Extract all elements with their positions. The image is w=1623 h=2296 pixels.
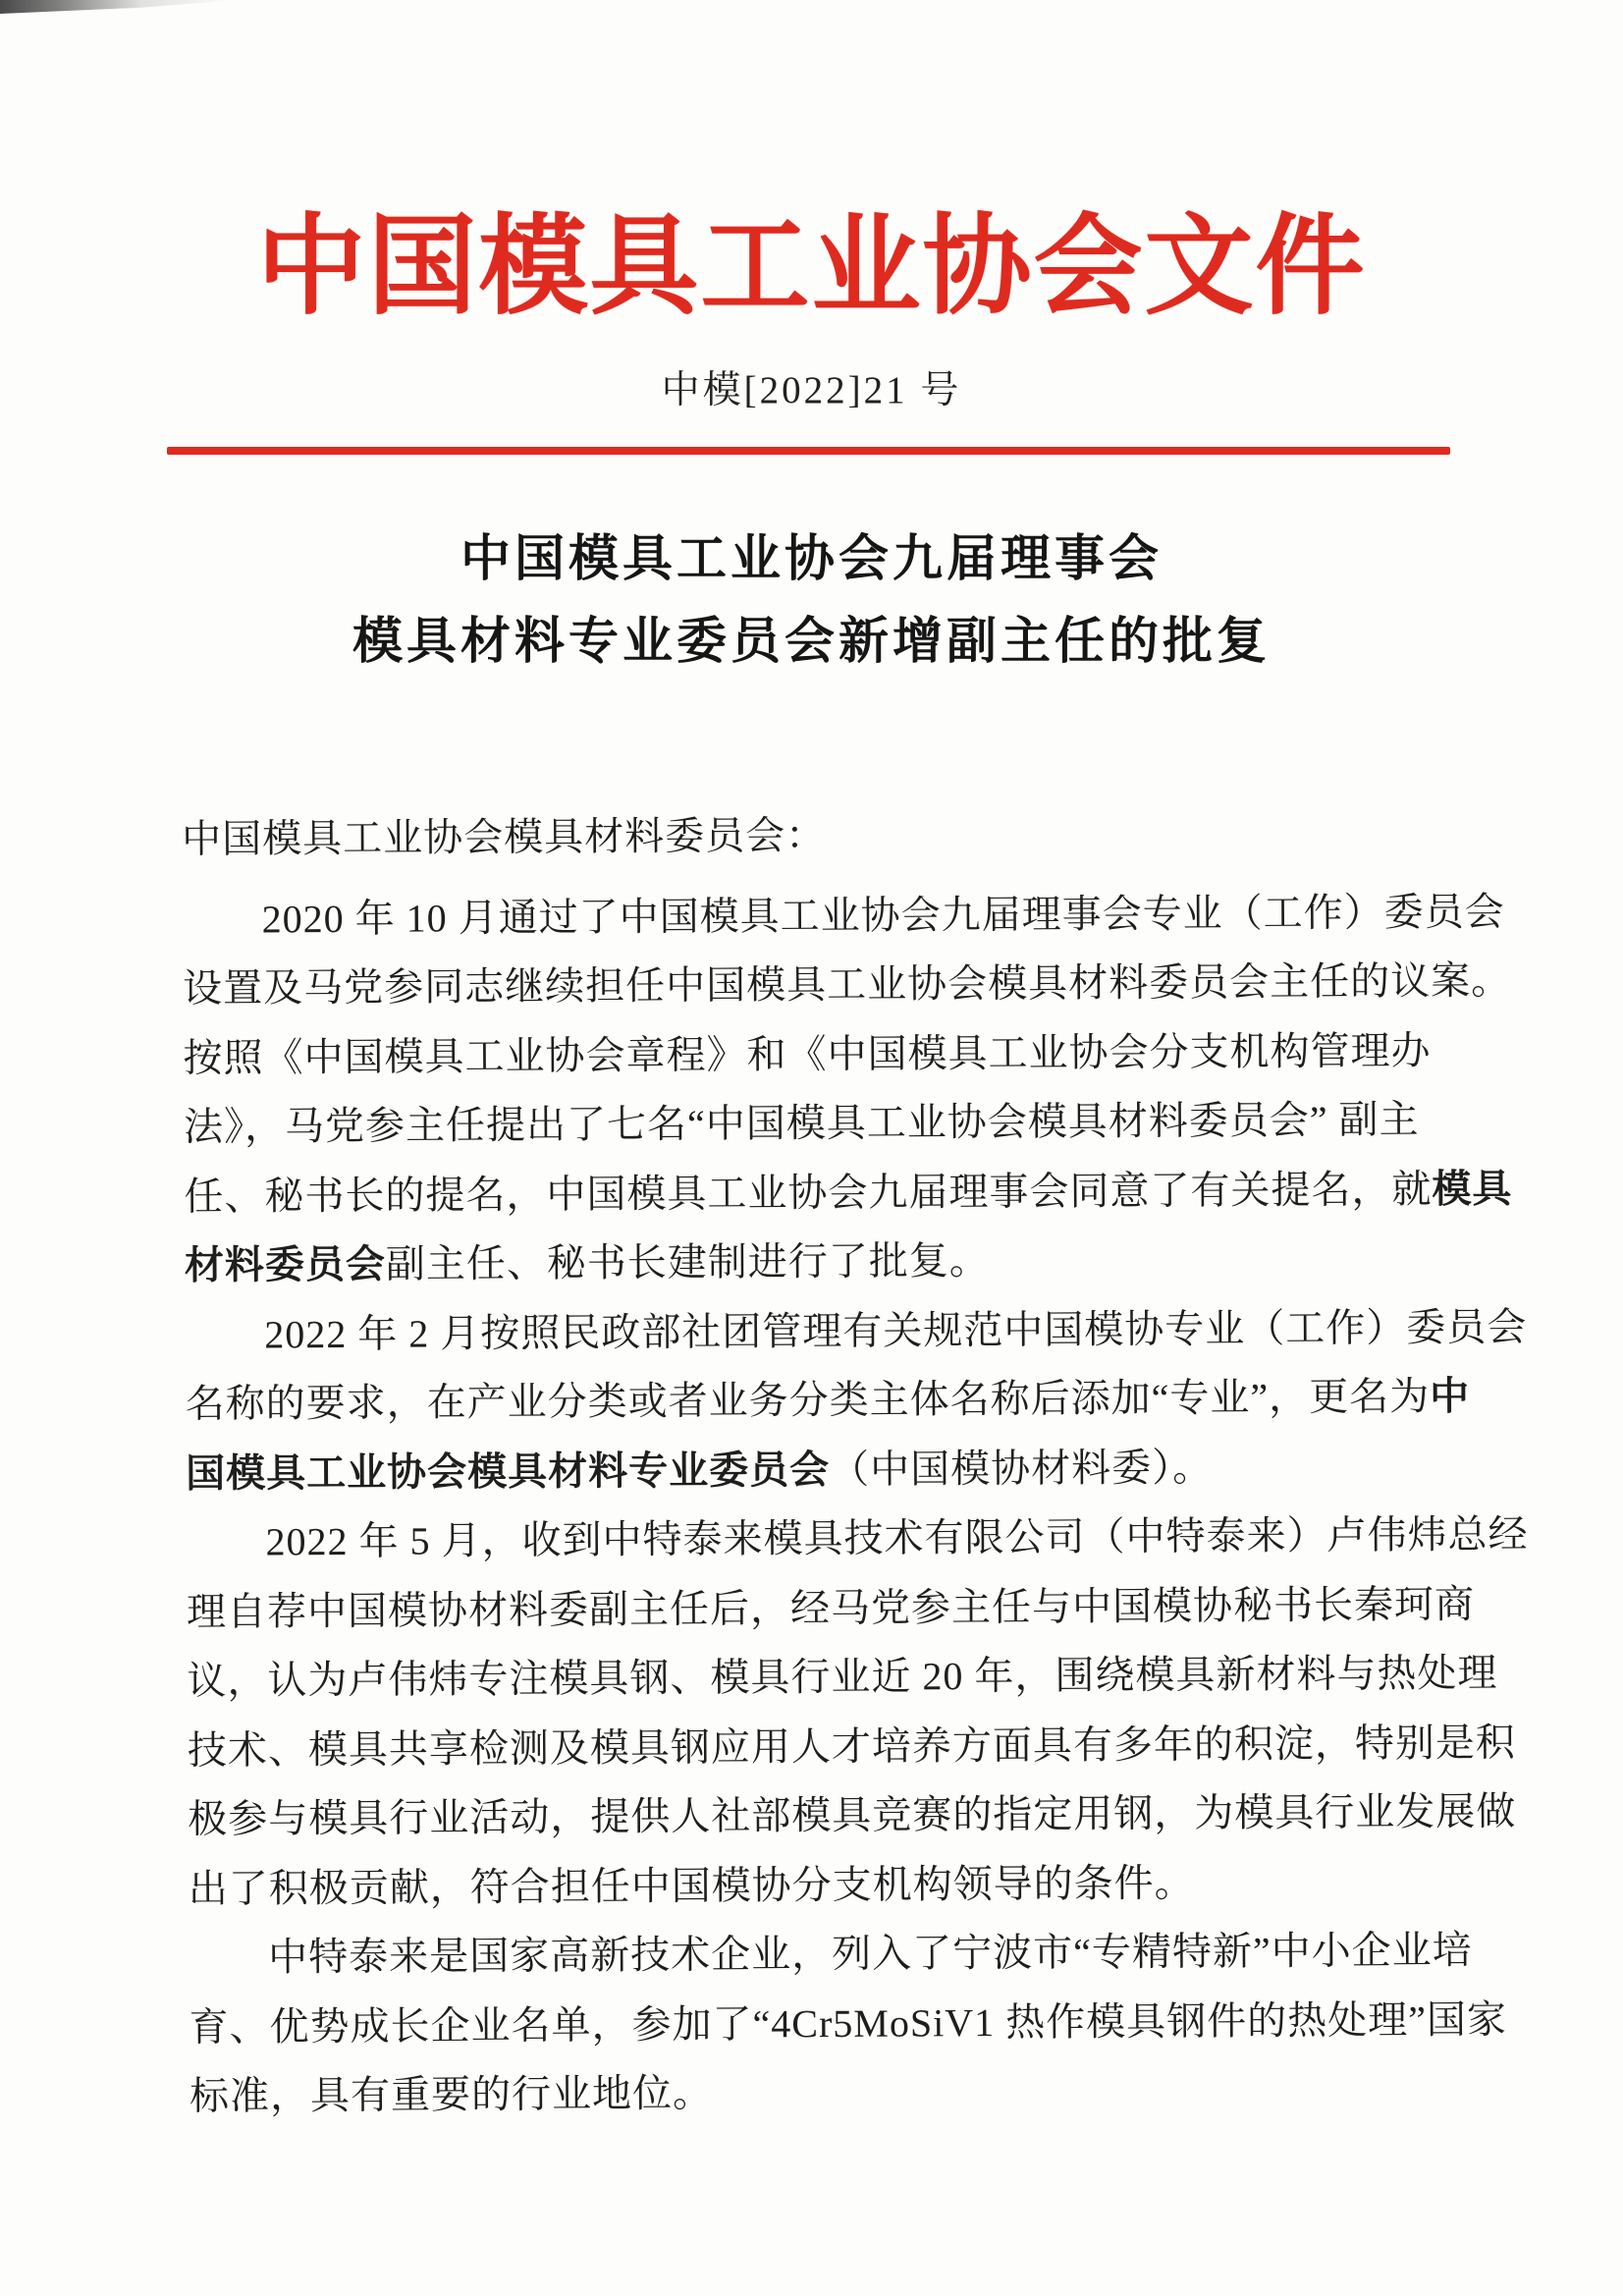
body-line	[188, 1777, 1517, 1854]
body-line	[185, 1362, 1471, 1439]
salutation: 中国模具工业协会模具材料委员会：	[182, 812, 827, 861]
body-line-segment: 理自荐中国模协材料委副主任后，经马党参主任与中国模协秘书长秦珂商	[186, 1581, 1476, 1634]
body-line	[187, 1709, 1516, 1785]
doc-number: 中模[2022]21 号	[661, 369, 962, 411]
body-line-segment: 法》，马党参主任提出了七名“中国模具工业协会模具材料委员会” 副主	[183, 1097, 1420, 1149]
body-line-segment-bold: 材料委员会	[184, 1241, 386, 1287]
body-line	[186, 1570, 1476, 1647]
body-line-segment: 副主任、秘书长建制进行了批复。	[385, 1237, 990, 1286]
body-line-segment: 按照《中国模具工业协会章程》和《中国模具工业协会分支机构管理办	[183, 1027, 1432, 1080]
body-line-segment: （中国模协材料委）。	[830, 1445, 1214, 1492]
body-line-segment: 任、秘书长的提名，中国模具工业协会九届理事会同意了有关提名，就	[184, 1166, 1433, 1219]
body-line	[183, 1016, 1461, 1093]
body-line-segment: 出了积极贡献，符合担任中国模协分支机构领导的条件。	[188, 1860, 1195, 1911]
document-title	[0, 519, 1623, 683]
body-line	[184, 1085, 1462, 1162]
red-divider-rule	[167, 447, 1450, 455]
body-line-segment: 标准，具有重要的行业地位。	[189, 2070, 714, 2118]
body-line	[186, 1501, 1529, 1577]
scan-edge-artifact	[0, 0, 236, 14]
body-line	[186, 1432, 1464, 1508]
body-line-segment-bold: 中	[1430, 1373, 1471, 1419]
body-line	[183, 947, 1512, 1023]
body-line-segment: 名称的要求，在产业分类或者业务分类主体名称后添加“专业”，更名为	[185, 1374, 1431, 1426]
body-line	[185, 1293, 1528, 1370]
body-line	[189, 1986, 1508, 2062]
body-line	[185, 1224, 1463, 1300]
body-line	[189, 1847, 1467, 1924]
body-line-segment: 设置及马党参同志继续担任中国模具工业协会模具材料委员会主任的议案。	[183, 957, 1512, 1011]
body-line	[184, 1155, 1513, 1231]
body-line-segment: 中特泰来是国家高新技术企业，列入了宁波市“专精特新”中小企业培	[268, 1927, 1473, 1980]
body-line-segment: 技术、模具共享检测及模具钢应用人才培养方面具有多年的积淀，特别是积	[187, 1720, 1516, 1773]
body-line-segment: 2020 年 10 月通过了中国模具工业协会九届理事会专业（工作）委员会	[261, 889, 1505, 942]
body-line-segment: 议，认为卢伟炜专注模具钢、模具行业近 20 年，围绕模具新材料与热处理	[187, 1650, 1498, 1703]
body-line	[189, 1916, 1473, 1993]
document-title-line-1: 中国模具工业协会九届理事会	[460, 532, 1163, 587]
document-title-line-2: 模具材料专业委员会新增副主任的批复	[352, 615, 1271, 670]
letterhead-title: 中国模具工业协会文件	[256, 207, 1367, 328]
body-line-segment: 2022 年 5 月，收到中特泰来模具技术有限公司（中特泰来）卢伟炜总经	[265, 1511, 1529, 1564]
body-line-segment-bold: 国模具工业协会模具材料专业委员会	[186, 1447, 831, 1496]
body-line-segment-bold: 模具	[1432, 1166, 1513, 1211]
body-line-segment: 2022 年 2 月按照民政部社团管理有关规范中国模协专业（工作）委员会	[264, 1304, 1528, 1356]
document-body	[182, 797, 1529, 2131]
body-line	[189, 2054, 1468, 2131]
body-line-segment: 极参与模具行业活动，提供人社部模具竞赛的指定用钢，为模具行业发展做	[188, 1788, 1517, 1841]
body-line	[182, 878, 1505, 955]
body-text	[182, 878, 1529, 2132]
body-line-segment: 育、优势成长企业名单，参加了“4Cr5MoSiV1 热作模具钢件的热处理”国家	[189, 1996, 1508, 2050]
body-line	[187, 1639, 1498, 1716]
